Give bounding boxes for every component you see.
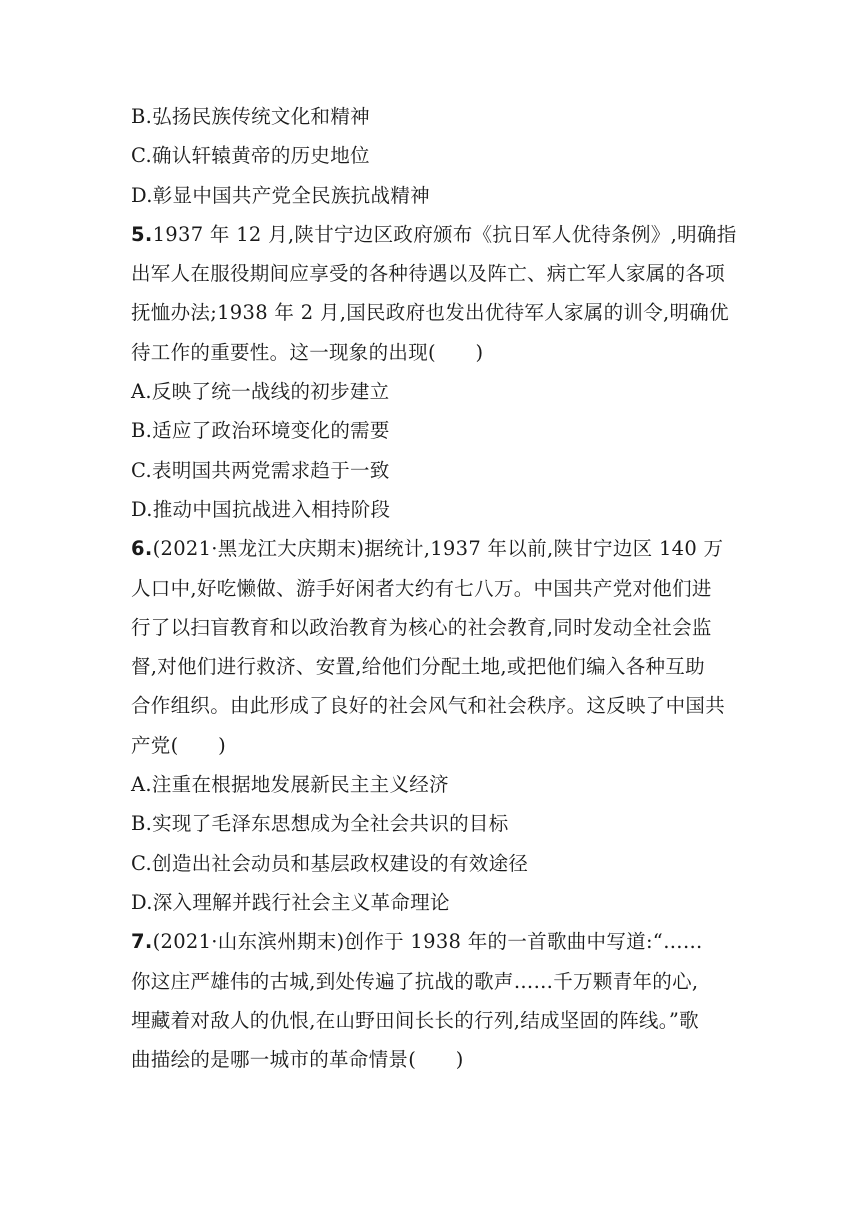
q5-stem-line-3: 抚恤办法;1938 年 2 月,国民政府也发出优待军人家属的训令,明确优 — [131, 301, 729, 325]
q6-stem-line-2: 人口中,好吃懒做、游手好闲者大约有七八万。中国共产党对他们进 — [131, 576, 712, 600]
q6-stem-line-5: 合作组织。由此形成了良好的社会风气和社会秩序。这反映了中国共 — [131, 694, 726, 718]
q6-stem-text-1: (2021·黑龙江大庆期末)据统计,1937 年以前,陕甘宁边区 140 万 — [152, 537, 724, 561]
q5-stem-text-1: 1937 年 12 月,陕甘宁边区政府颁布《抗日军人优待条例》,明确指 — [152, 222, 737, 246]
q7-stem-line-3: 埋藏着对敌人的仇恨,在山野田间长长的行列,结成坚固的阵线。”歌 — [131, 1008, 699, 1032]
q6-stem-line-4: 督,对他们进行救济、安置,给他们分配土地,或把他们编入各种互助 — [131, 655, 705, 679]
question-7 — [131, 922, 731, 1079]
q5-option-c: C.表明国共两党需求趋于一致 — [131, 458, 390, 482]
q6-option-c: C.创造出社会动员和基层政权建设的有效途径 — [131, 851, 529, 875]
question-4-options — [131, 97, 731, 215]
q5-option-a: A.反映了统一战线的初步建立 — [131, 380, 390, 404]
document-page — [131, 97, 737, 1079]
q5-stem-line-1 — [131, 215, 737, 254]
q4-option-d: D.彰显中国共产党全民族抗战精神 — [131, 183, 430, 207]
q6-stem-line-1 — [131, 529, 731, 568]
q5-option-d: D.推动中国抗战进入相持阶段 — [131, 497, 391, 521]
q6-option-d: D.深入理解并践行社会主义革命理论 — [131, 890, 450, 914]
q4-option-c: C.确认轩辕黄帝的历史地位 — [131, 144, 370, 168]
q6-stem-line-6: 产党( ) — [131, 733, 227, 757]
q6-option-b: B.实现了毛泽东思想成为全社会共识的目标 — [131, 812, 509, 836]
q5-number: 5. — [131, 222, 153, 246]
q6-number: 6. — [131, 537, 153, 561]
q5-option-b: B.适应了政治环境变化的需要 — [131, 419, 390, 443]
q5-stem-line-4: 待工作的重要性。这一现象的出现( ) — [131, 340, 484, 364]
q4-option-b: B.弘扬民族传统文化和精神 — [131, 105, 370, 128]
q7-stem-line-4: 曲描绘的是哪一城市的革命情景( ) — [131, 1048, 464, 1072]
q7-stem-line-2: 你这庄严雄伟的古城,到处传遍了抗战的歌声……千万颗青年的心, — [131, 969, 699, 993]
q5-stem-line-2: 出军人在服役期间应享受的各种待遇以及阵亡、病亡军人家属的各项 — [131, 262, 726, 286]
question-5 — [131, 215, 737, 529]
q7-stem-text-1: (2021·山东滨州期末)创作于 1938 年的一首歌曲中写道:“…… — [152, 930, 703, 954]
q6-option-a: A.注重在根据地发展新民主主义经济 — [131, 773, 449, 797]
q7-number: 7. — [131, 930, 153, 954]
q6-stem-line-3: 行了以扫盲教育和以政治教育为核心的社会教育,同时发动全社会监 — [131, 615, 712, 639]
q7-stem-line-1 — [131, 922, 731, 961]
question-6 — [131, 529, 731, 922]
